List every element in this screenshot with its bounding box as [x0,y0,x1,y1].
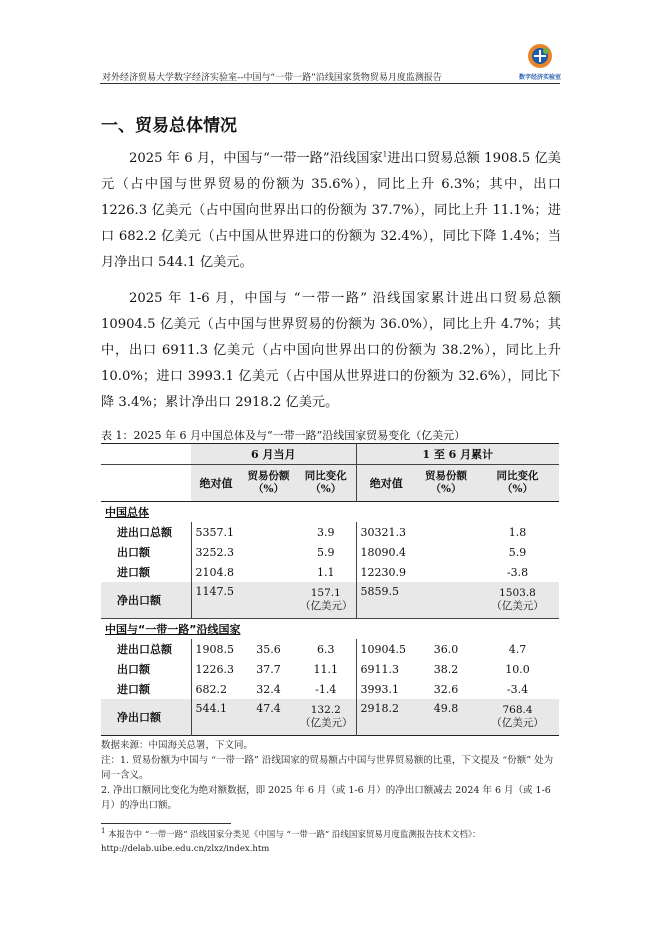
cell [241,522,296,542]
cell: 2104.8 [195,565,234,579]
cell [296,582,356,619]
row-label: 进口额 [101,679,191,699]
row-label: 进出口总额 [101,522,191,542]
cell: 5357.1 [195,525,234,539]
cell-unit: （亿美元） [300,600,353,612]
cell [416,542,476,562]
col-share-ytd-l2: （%） [430,483,462,495]
cell: 682.2 [195,682,227,696]
col-abs-month: 绝对值 [191,465,241,502]
footnote [101,828,561,856]
cell-unit: （亿美元） [491,600,544,612]
cell: 5.9 [508,545,527,559]
table-row [101,562,559,582]
col-abs-ytd: 绝对值 [356,465,416,502]
cell: 49.8 [416,699,476,736]
cell: 5.9 [296,542,356,562]
footnote-ref: 1 [382,150,388,159]
footnote-url[interactable]: http://delab.uibe.edu.cn/zlxz/index.htm [101,844,270,854]
cell-value: 132.2 [310,704,341,716]
col-share-month-l1: 贸易份额 [247,470,290,482]
paragraph-monthly-part1: 2025 年 6 月，中国与“一带一路”沿线国家 [129,151,383,166]
data-source: 数据来源：中国海关总署，下文同。 [101,740,254,751]
group-china-bri: 中国与“一带一路”沿线国家 [105,623,241,636]
cell-value: 1503.8 [499,587,536,599]
cell [416,582,476,619]
cell: 1908.5 [195,642,234,656]
cell: 30321.3 [360,525,406,539]
running-header: 对外经济贸易大学数字经济实验室--中国与“一带一路”沿线国家货物贸易月度监测报告 [102,73,442,83]
lab-logo [516,42,564,82]
cell: 10904.5 [360,642,406,656]
col-share-month-l2: （%） [253,483,284,495]
cell: 10.0 [505,662,530,676]
cell: 32.6 [433,682,459,696]
cell: 2918.2 [356,699,416,736]
header-ytd: 1 至 6 月累计 [356,444,559,465]
row-label: 出口额 [101,659,191,679]
cell [416,562,476,582]
cell: 18090.4 [360,545,406,559]
table-caption: 表 1：2025 年 6 月中国总体及与“一带一路”沿线国家贸易变化（亿美元） [101,429,466,442]
cell: 544.1 [191,699,241,736]
paragraph-ytd: 2025 年 1-6 月，中国与 “一带一路” 沿线国家累计进出口贸易总额 10904.5 亿美元（占中国与世界贸易的份额为 36.0%），同比上升 4.7%；其中，出口 6911.3 亿美元（占中国向世界出口的份额为 38.2%），同比上升 10.0%；进口 3993.1 亿美元（占中国从世界进口的份额为 32.6%），同比下降 3.4%；累计净出口 2918.2 亿美元。 [101,291,561,410]
cell [476,699,559,736]
cell: 38.2 [433,662,459,676]
cell: 35.6 [256,642,281,656]
note-1: 注：1. 贸易份额为中国与 “一带一路” 沿线国家的贸易额占中国与世界贸易额的比重，下文提及 “份额” 处为同一含义。 [101,755,554,781]
cell: -3.4 [506,682,529,696]
cell [476,582,559,619]
cell: 12230.9 [360,565,406,579]
cell: 1.8 [508,525,527,539]
table-notes [101,738,561,813]
table-row [101,542,559,562]
table-row [101,659,559,679]
cell-value: 768.4 [502,704,533,716]
paragraph-monthly-part2: 进出口贸易总额 1908.5 亿美元（占中国与世界贸易的份额为 35.6%），同比上升 6.3%；其中，出口 1226.3 亿美元（占中国向世界出口的份额为 37.7%），同比上升 11.1%；进口 682.2 亿美元（占中国从世界进口的份额为 32.4%），同比下降 1.4%；当月净出口 544.1 亿美元。 [101,151,561,270]
footnote-mark: 1 [101,827,106,836]
section-title: 一、贸易总体情况 [101,116,237,136]
col-yoy-month-l2: （%） [310,483,342,495]
cell: 3252.3 [195,545,234,559]
cell: 1.1 [296,562,356,582]
header-month: 6 月当月 [191,444,356,465]
cell: 4.7 [508,642,527,656]
table-row [101,522,559,542]
row-label: 进出口总额 [101,639,191,659]
cell: 36.0 [433,642,459,656]
cell: 3993.1 [360,682,399,696]
table-row [101,582,559,619]
col-yoy-ytd-l1: 同比变化 [496,470,539,482]
row-label: 净出口额 [101,699,191,736]
cell: 47.4 [241,699,296,736]
group-china-total: 中国总体 [105,506,149,519]
col-yoy-ytd [476,465,559,502]
row-label: 净出口额 [101,582,191,619]
cell: 6.3 [296,639,356,659]
cell: 1226.3 [195,662,234,676]
cell [296,699,356,736]
cell [241,562,296,582]
col-yoy-month [296,465,356,502]
col-share-month [241,465,296,502]
cell: -3.8 [506,565,529,579]
cell: 37.7 [256,662,281,676]
cell: 6911.3 [360,662,399,676]
col-share-ytd [416,465,476,502]
footnote-rule [101,823,231,824]
cell-value: 157.1 [310,587,341,599]
row-label: 进口额 [101,562,191,582]
cell: 32.4 [256,682,281,696]
cell: 1147.5 [191,582,241,619]
table-row [101,639,559,659]
cell [416,522,476,542]
col-share-ytd-l1: 贸易份额 [425,470,467,482]
cell: 5859.5 [356,582,416,619]
cell: 11.1 [296,659,356,679]
footnote-text: 本报告中 “一带一路” 沿线国家分类见《中国与 “一带一路” 沿线国家贸易月度监测报告技术文档》： [108,830,481,840]
cell-unit: （亿美元） [300,717,353,729]
row-label: 出口额 [101,542,191,562]
col-yoy-month-l1: 同比变化 [304,470,347,482]
cell [241,542,296,562]
cell-unit: （亿美元） [491,717,544,729]
logo-text: 数字经济实验室 [518,74,561,81]
lab-logo-icon [516,42,564,72]
col-yoy-ytd-l2: （%） [502,483,533,495]
cell: -1.4 [296,679,356,699]
header-rule [100,83,560,84]
table-row [101,699,559,736]
table-row [101,679,559,699]
trade-table [101,443,559,736]
cell [241,582,296,619]
cell: 3.9 [296,522,356,542]
paragraph-monthly [101,146,561,276]
note-2: 2. 净出口额同比变化为绝对额数据，即 2025 年 6 月（或 1-6 月）的净出口额减去 2024 年 6 月（或 1-6 月）的净出口额。 [101,785,551,811]
